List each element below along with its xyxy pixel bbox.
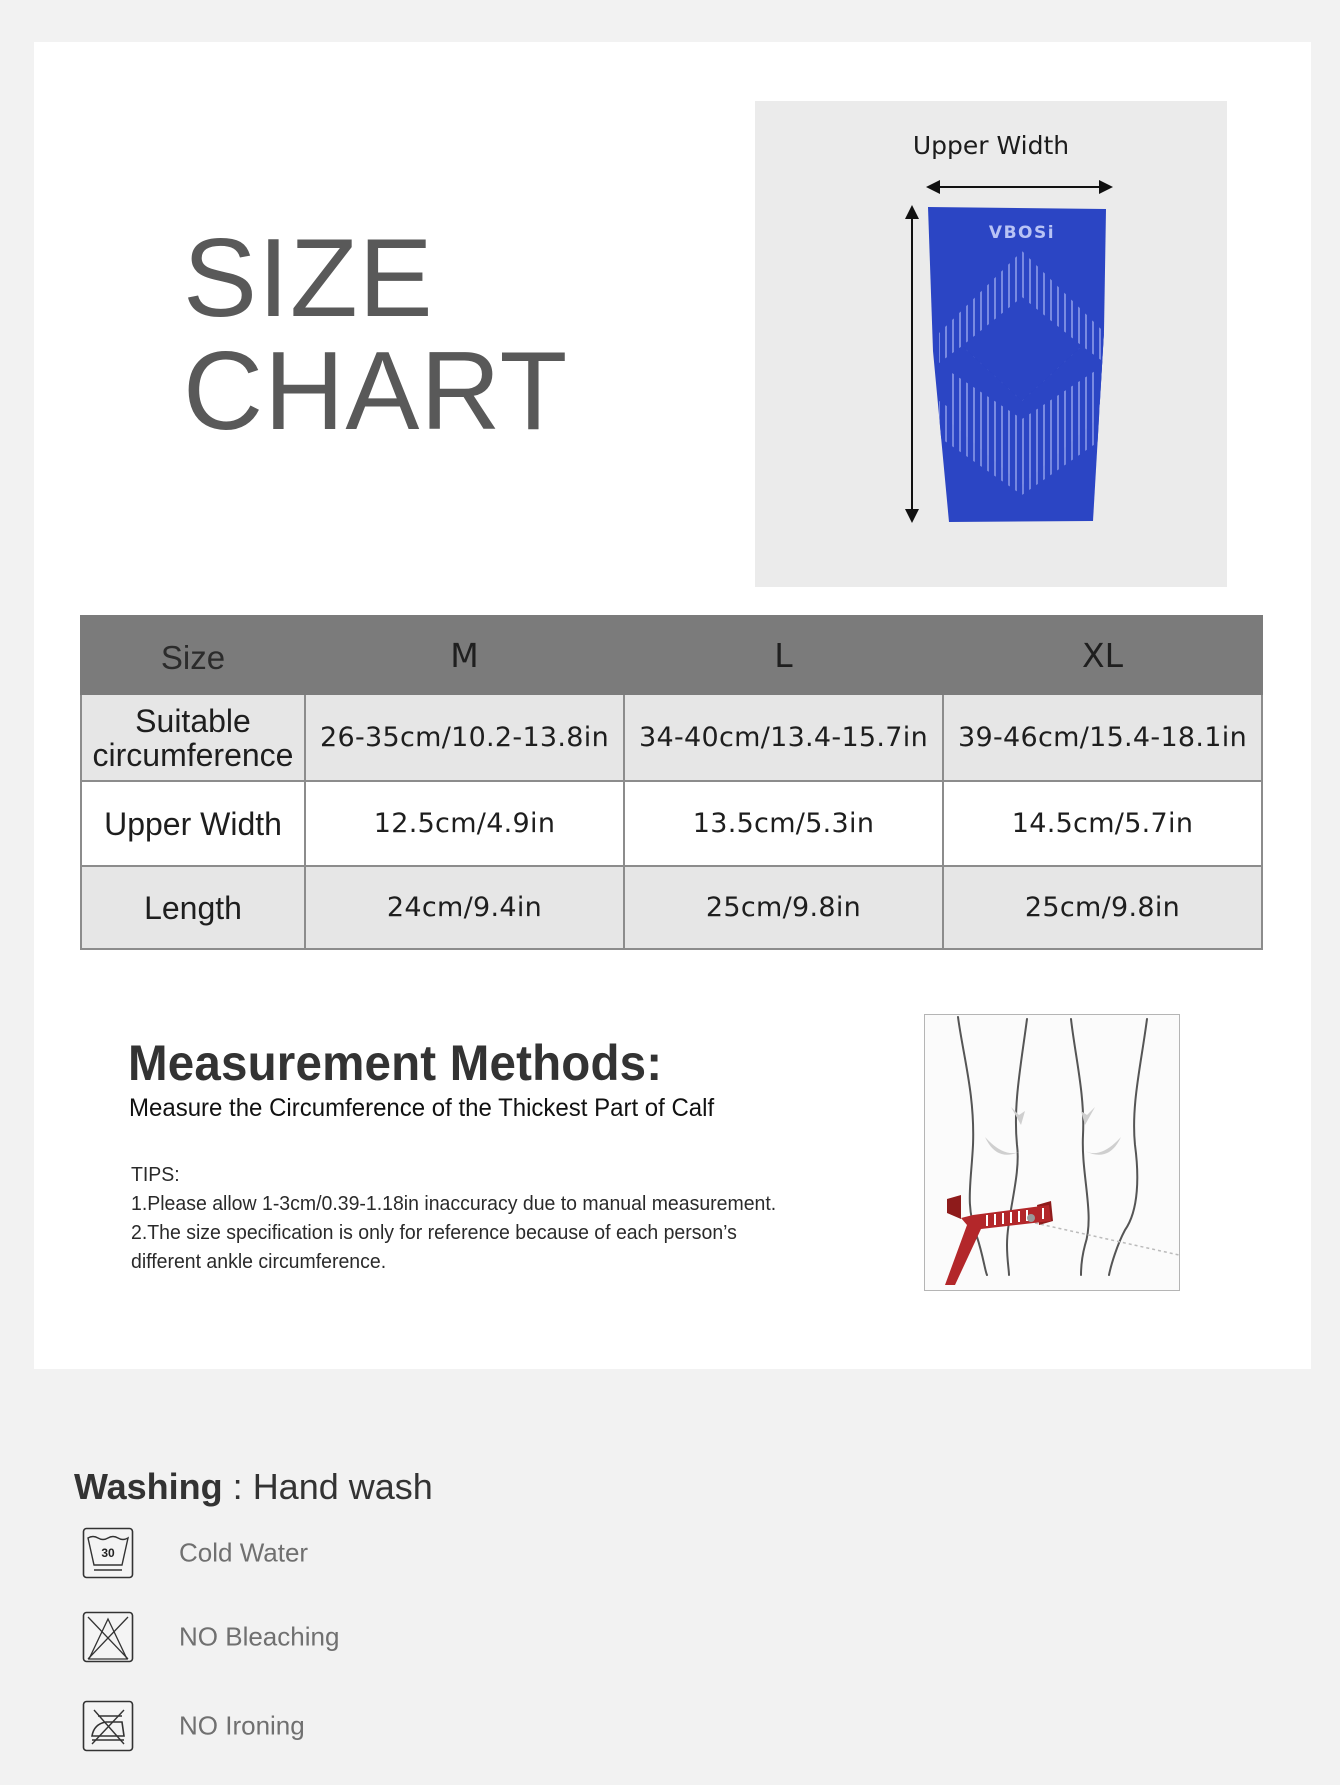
- wash-30-icon: [82, 1527, 134, 1579]
- table-row-upper-width: [81, 781, 1262, 866]
- tips-block: [131, 1160, 815, 1276]
- cell-upper-width-xl: 14.5cm/5.7in: [943, 781, 1262, 866]
- care-text-no-ironing: NO Ironing: [179, 1710, 305, 1741]
- cell-upper-width-m: 12.5cm/4.9in: [305, 781, 624, 866]
- table-row-circumference: [81, 694, 1262, 781]
- calf-sleeve-illustration: [755, 101, 1227, 587]
- size-table: [80, 615, 1263, 950]
- cell-circumference-xl: 39-46cm/15.4-18.1in: [943, 694, 1262, 781]
- product-image-panel: [755, 101, 1227, 587]
- no-bleach-icon: [82, 1611, 134, 1663]
- table-row-length: [81, 866, 1262, 949]
- tip-line-1: 1.Please allow 1-3cm/0.39-1.18in inaccuracy due to manual measurement.: [131, 1192, 777, 1215]
- row-label-upper-width: Upper Width: [81, 781, 305, 866]
- cell-upper-width-l: 13.5cm/5.3in: [624, 781, 943, 866]
- cell-circumference-m: 26-35cm/10.2-13.8in: [305, 694, 624, 781]
- washing-separator: :: [222, 1466, 253, 1507]
- washing-heading: [74, 1466, 433, 1508]
- svg-text:30: 30: [101, 1546, 115, 1560]
- measurement-subheading: Measure the Circumference of the Thickest Part of Calf: [129, 1094, 715, 1122]
- care-text-cold-water: Cold Water: [179, 1537, 309, 1568]
- size-table-header-row: [81, 616, 1262, 694]
- row-label-length: Length: [81, 866, 305, 949]
- care-item-cold-water: [82, 1527, 309, 1579]
- care-item-no-ironing: [82, 1700, 305, 1752]
- header-size-label: Size: [81, 616, 305, 694]
- row-label-line-1: Suitable: [135, 702, 251, 739]
- care-item-no-bleaching: [82, 1611, 340, 1663]
- title-line-1: SIZE: [183, 216, 434, 340]
- cell-length-m: 24cm/9.4in: [305, 866, 624, 949]
- tip-line-3: different ankle circumference.: [131, 1250, 387, 1273]
- upper-width-label: Upper Width: [912, 131, 1070, 160]
- measuring-tape-icon: [945, 1195, 1053, 1285]
- brand-logo: VBOSi: [988, 223, 1056, 243]
- tip-line-2: 2.The size specification is only for reference because of each person’s: [131, 1221, 737, 1244]
- upper-width-arrow-icon: [926, 180, 1113, 194]
- cell-length-xl: 25cm/9.8in: [943, 866, 1262, 949]
- title-line-2: CHART: [183, 329, 569, 453]
- care-text-no-bleaching: NO Bleaching: [179, 1621, 340, 1652]
- no-iron-icon: [82, 1700, 134, 1752]
- calf-measurement-figure: [924, 1014, 1180, 1291]
- tips-title: TIPS:: [131, 1163, 180, 1186]
- cell-length-l: 25cm/9.8in: [624, 866, 943, 949]
- washing-label: Washing: [74, 1466, 223, 1507]
- page-title: [183, 216, 569, 453]
- calf-tape-icon: [925, 1015, 1180, 1291]
- measurement-heading: Measurement Methods:: [128, 1035, 663, 1091]
- header-size-l: L: [624, 616, 943, 694]
- cell-circumference-l: 34-40cm/13.4-15.7in: [624, 694, 943, 781]
- row-label-circumference: [81, 694, 305, 781]
- header-size-m: M: [305, 616, 624, 694]
- row-label-line-2: circumference: [92, 736, 294, 773]
- header-size-xl: XL: [943, 616, 1262, 694]
- washing-value: Hand wash: [252, 1466, 433, 1507]
- length-arrow-icon: [905, 205, 919, 523]
